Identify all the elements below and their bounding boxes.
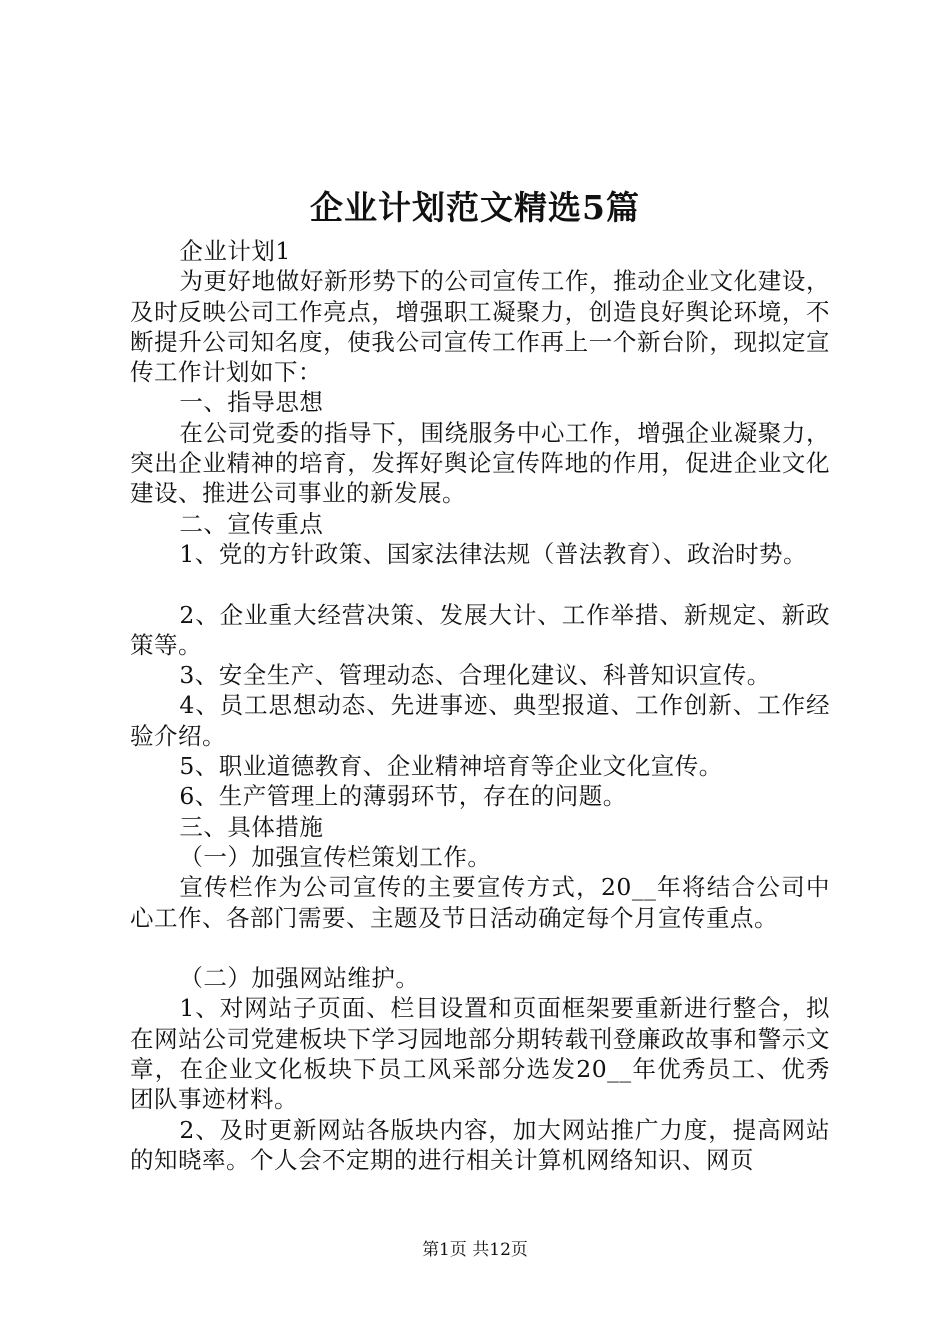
list-item: 1、党的方针政策、国家法律法规（普法教育）、政治时势。 [179, 539, 808, 568]
list-item: 3、安全生产、管理动态、合理化建议、科普知识宣传。 [179, 661, 771, 690]
subsection-heading: （二）加强网站维护。 [179, 964, 420, 993]
section-heading: 一、指导思想 [179, 388, 324, 417]
section-heading: 二、宣传重点 [179, 509, 324, 538]
list-item: 1、对网站子页面、栏目设置和页面框架要重新进行整合，拟在网站公司党建板块下学习园地部分期转载刊登廉政故事和警示文章，在企业文化板块下员工风采部分选发20__年优秀员工、优秀团队事迹材料。 [130, 994, 830, 1114]
list-item: 5、职业道德教育、企业精神培育等企业文化宣传。 [179, 752, 723, 781]
document-body [130, 236, 830, 1175]
list-item: 4、员工思想动态、先进事迹、典型报道、工作创新、工作经验介绍。 [130, 691, 830, 750]
page-footer: 第1页 共12页 [422, 1240, 528, 1260]
section-heading: 三、具体措施 [179, 812, 324, 841]
paragraph: 在公司党委的指导下，围绕服务中心工作，增强企业凝聚力，突出企业精神的培育，发挥好舆论宣传阵地的作用，促进企业文化建设、推进公司事业的新发展。 [130, 418, 830, 508]
paragraph: 为更好地做好新形势下的公司宣传工作，推动企业文化建设，及时反映公司工作亮点，增强职工凝聚力，创造良好舆论环境，不断提升公司知名度，使我公司宣传工作再上一个新台阶，现拟定宣传工作计划如下： [130, 267, 830, 387]
paragraph: 宣传栏作为公司宣传的主要宣传方式，20__年将结合公司中心工作、各部门需要、主题及节日活动确定每个月宣传重点。 [130, 873, 830, 932]
document-title: 企业计划范文精选5篇 [310, 188, 640, 227]
list-item: 2、企业重大经营决策、发展大计、工作举措、新规定、新政策等。 [130, 600, 830, 659]
subsection-heading: （一）加强宣传栏策划工作。 [179, 842, 492, 871]
list-item: 6、生产管理上的薄弱环节，存在的问题。 [179, 782, 627, 811]
section-heading: 企业计划1 [179, 237, 291, 265]
list-item: 2、及时更新网站各版块内容，加大网站推广力度，提高网站的知晓率。个人会不定期的进行相关计算机网络知识、网页 [130, 1115, 830, 1174]
